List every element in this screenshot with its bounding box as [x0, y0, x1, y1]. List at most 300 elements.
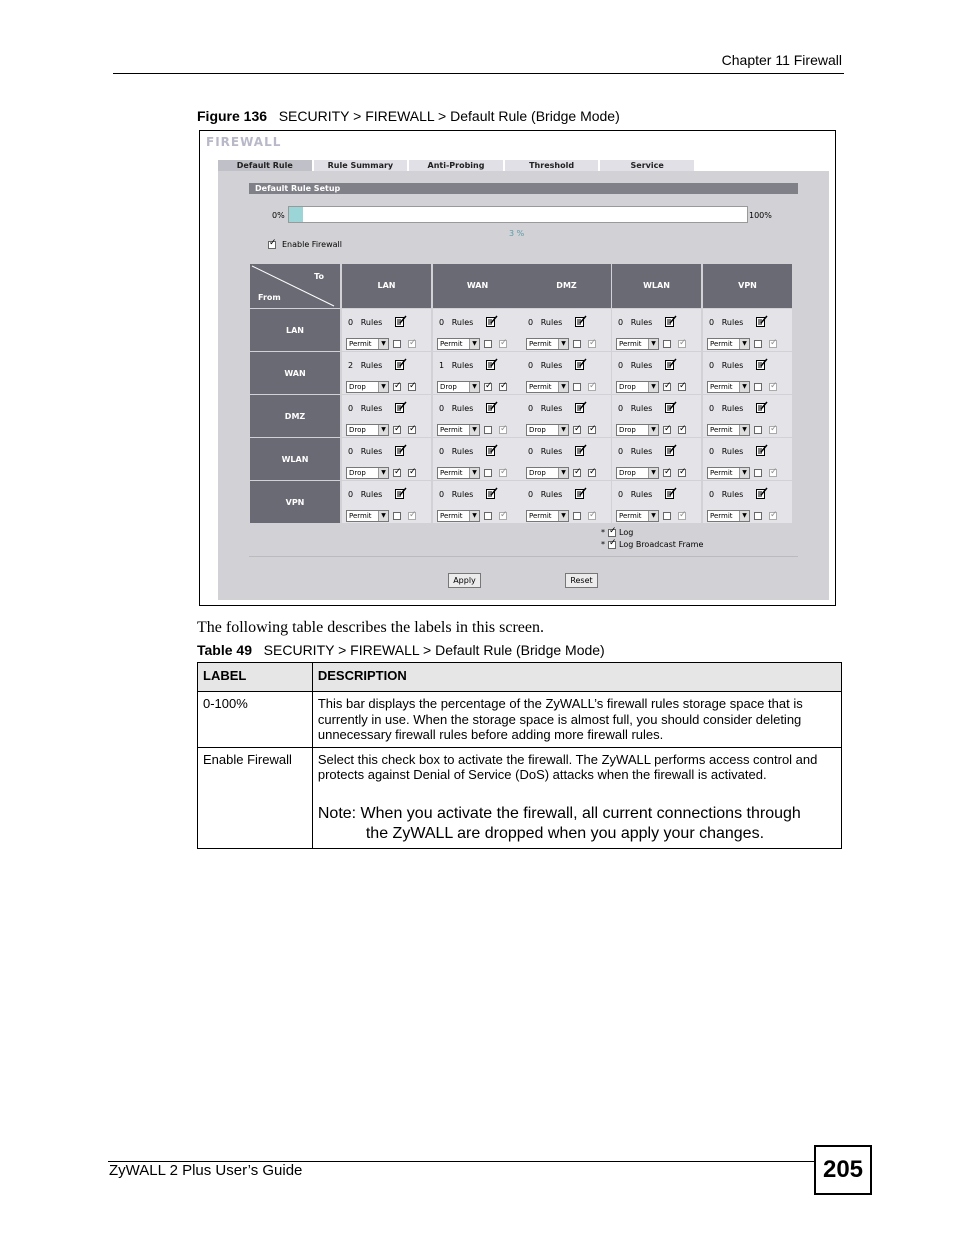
action-value: Drop	[619, 383, 636, 391]
log-checkbox[interactable]	[663, 512, 671, 520]
tab-bar	[218, 160, 694, 171]
chevron-down-icon: ▼	[558, 468, 568, 478]
action-select[interactable]	[616, 381, 659, 393]
note-line-2: the ZyWALL are dropped when you apply your changes.	[365, 824, 765, 842]
rule-cell-wlan-to-wlan	[612, 438, 701, 480]
rules-word: Rules	[721, 490, 744, 499]
rule-cell-lan-to-lan	[342, 309, 431, 351]
rule-cell-lan-to-wan	[433, 309, 522, 351]
log-broadcast-checkbox[interactable]	[588, 512, 596, 520]
rule-count-value: 0	[348, 404, 354, 413]
log-checkbox[interactable]	[663, 383, 671, 391]
rule-count	[709, 318, 743, 327]
action-value: Permit	[349, 340, 372, 348]
rules-word: Rules	[630, 404, 653, 413]
log-broadcast-checkbox[interactable]	[408, 426, 416, 434]
rule-count-value: 0	[348, 490, 354, 499]
action-value: Drop	[349, 383, 366, 391]
rule-count	[528, 490, 562, 499]
from-label: From	[258, 293, 281, 302]
figure-caption	[197, 108, 620, 124]
action-value: Permit	[529, 340, 552, 348]
log-checkbox[interactable]	[393, 469, 401, 477]
log-checkbox[interactable]	[484, 340, 492, 348]
log-checkbox[interactable]	[393, 340, 401, 348]
edit-rules-icon[interactable]	[665, 444, 677, 456]
rule-count-value: 0	[348, 318, 354, 327]
rule-count-value: 0	[709, 361, 715, 370]
rule-count-value: 0	[439, 404, 445, 413]
rule-count	[618, 490, 652, 499]
intro-text: The following table describes the labels in this screen.	[197, 619, 545, 636]
log-checkbox[interactable]	[393, 512, 401, 520]
row-header-lan: LAN	[250, 309, 340, 351]
column-header-dmz: DMZ	[522, 264, 611, 308]
action-select[interactable]	[616, 424, 659, 436]
edit-rules-icon[interactable]	[665, 315, 677, 327]
log-broadcast-checkbox[interactable]	[588, 469, 596, 477]
figure-title: SECURITY > FIREWALL > Default Rule (Bridge Mode)	[278, 108, 620, 124]
rule-count-value: 0	[618, 447, 624, 456]
rule-cell-dmz-to-wan	[433, 395, 522, 437]
row-label: 0-100%	[198, 692, 313, 748]
action-value: Permit	[529, 512, 552, 520]
legend-log-checkbox[interactable]	[608, 529, 616, 537]
chevron-down-icon: ▼	[648, 511, 658, 521]
log-broadcast-checkbox[interactable]	[769, 426, 777, 434]
log-broadcast-checkbox[interactable]	[678, 512, 686, 520]
action-select[interactable]	[437, 424, 480, 436]
action-select[interactable]	[526, 338, 569, 350]
row-label: Enable Firewall	[198, 747, 313, 848]
progress-max-label: 100%	[749, 211, 772, 220]
log-broadcast-checkbox[interactable]	[499, 383, 507, 391]
tab-rule-summary[interactable]: Rule Summary	[314, 160, 408, 171]
rule-count	[528, 318, 562, 327]
rule-count	[709, 490, 743, 499]
rule-count-value: 0	[709, 318, 715, 327]
chevron-down-icon: ▼	[469, 511, 479, 521]
log-broadcast-checkbox[interactable]	[678, 469, 686, 477]
button-divider	[249, 556, 798, 557]
log-checkbox[interactable]	[393, 383, 401, 391]
rule-count-value: 0	[528, 318, 534, 327]
action-select[interactable]	[616, 338, 659, 350]
action-value: Drop	[440, 383, 457, 391]
rule-count	[348, 318, 382, 327]
log-broadcast-checkbox[interactable]	[499, 426, 507, 434]
legend-broadcast-label: Log Broadcast Frame	[619, 540, 704, 549]
edit-rules-icon[interactable]	[665, 358, 677, 370]
rules-word: Rules	[360, 490, 383, 499]
rule-count	[618, 318, 652, 327]
edit-rules-icon[interactable]	[486, 487, 498, 499]
rule-count-value: 0	[528, 490, 534, 499]
rules-word: Rules	[721, 404, 744, 413]
rule-count-value: 0	[709, 490, 715, 499]
table-caption	[197, 642, 605, 658]
edit-rules-icon[interactable]	[575, 487, 587, 499]
action-value: Permit	[710, 512, 733, 520]
edit-rules-icon[interactable]	[575, 358, 587, 370]
figure-number: Figure 136	[197, 108, 268, 124]
rule-count	[709, 361, 743, 370]
action-value: Permit	[710, 340, 733, 348]
log-broadcast-checkbox[interactable]	[408, 469, 416, 477]
row-header-vpn: VPN	[250, 481, 340, 523]
column-header-wlan: WLAN	[612, 264, 701, 308]
rules-word: Rules	[540, 361, 563, 370]
chevron-down-icon: ▼	[469, 339, 479, 349]
rule-count	[348, 404, 382, 413]
rule-cell-dmz-to-vpn	[703, 395, 792, 437]
log-checkbox[interactable]	[573, 512, 581, 520]
column-header-lan: LAN	[342, 264, 431, 308]
chevron-down-icon: ▼	[739, 511, 749, 521]
rule-cell-lan-to-dmz	[522, 309, 611, 351]
action-select[interactable]	[616, 510, 659, 522]
rules-word: Rules	[630, 447, 653, 456]
from-to-header	[250, 264, 340, 308]
table-row	[198, 692, 842, 748]
rule-count-value: 0	[528, 361, 534, 370]
row-header-wan: WAN	[250, 352, 340, 394]
edit-rules-icon[interactable]	[486, 444, 498, 456]
rules-word: Rules	[451, 361, 474, 370]
action-select[interactable]	[707, 424, 750, 436]
action-select[interactable]	[526, 381, 569, 393]
table-header-row	[198, 663, 842, 692]
log-broadcast-checkbox[interactable]	[769, 383, 777, 391]
row-header-dmz: DMZ	[250, 395, 340, 437]
chevron-down-icon: ▼	[739, 468, 749, 478]
header-label: LABEL	[198, 663, 313, 692]
log-broadcast-checkbox[interactable]	[678, 340, 686, 348]
log-checkbox[interactable]	[754, 383, 762, 391]
rule-count	[618, 404, 652, 413]
rule-count-value: 0	[709, 447, 715, 456]
page-number: 205	[814, 1145, 872, 1195]
note-line-1: Note: When you activate the firewall, all current connections through	[317, 804, 801, 822]
action-select[interactable]	[346, 424, 389, 436]
table-title: SECURITY > FIREWALL > Default Rule (Bridge Mode)	[263, 642, 605, 658]
table-number: Table 49	[197, 642, 252, 658]
edit-rules-icon[interactable]	[756, 358, 768, 370]
edit-rules-icon[interactable]	[756, 444, 768, 456]
progress-value-label: 3 %	[509, 229, 525, 238]
rule-count-value: 0	[618, 318, 624, 327]
rules-word: Rules	[451, 490, 474, 499]
rule-cell-wan-to-dmz	[522, 352, 611, 394]
section-title: Default Rule Setup	[249, 183, 798, 194]
chevron-down-icon: ▼	[469, 382, 479, 392]
log-checkbox[interactable]	[663, 340, 671, 348]
enable-firewall-row	[268, 240, 342, 249]
edit-rules-icon[interactable]	[756, 315, 768, 327]
rule-cell-lan-to-wlan	[612, 309, 701, 351]
progress-track	[288, 206, 748, 223]
action-select[interactable]	[346, 510, 389, 522]
action-select[interactable]	[346, 338, 389, 350]
rules-word: Rules	[721, 318, 744, 327]
reset-button[interactable]: Reset	[565, 573, 598, 588]
action-value: Drop	[349, 469, 366, 477]
legend-marker: *	[601, 528, 605, 537]
log-checkbox[interactable]	[484, 512, 492, 520]
edit-rules-icon[interactable]	[665, 401, 677, 413]
edit-rules-icon[interactable]	[486, 358, 498, 370]
rule-cell-vpn-to-lan	[342, 481, 431, 523]
rule-count-value: 0	[528, 404, 534, 413]
rule-cell-wlan-to-wan	[433, 438, 522, 480]
rules-word: Rules	[451, 318, 474, 327]
rule-count	[439, 447, 473, 456]
rules-word: Rules	[451, 404, 474, 413]
action-value: Permit	[440, 512, 463, 520]
enable-firewall-checkbox[interactable]	[268, 241, 276, 249]
rule-count-value: 0	[348, 447, 354, 456]
note	[318, 783, 835, 844]
edit-rules-icon[interactable]	[395, 401, 407, 413]
rule-cell-vpn-to-dmz	[522, 481, 611, 523]
chevron-down-icon: ▼	[739, 425, 749, 435]
chevron-down-icon: ▼	[469, 425, 479, 435]
action-select[interactable]	[526, 510, 569, 522]
legend-marker: *	[601, 540, 605, 549]
action-select[interactable]	[346, 467, 389, 479]
rule-cell-wlan-to-vpn	[703, 438, 792, 480]
log-checkbox[interactable]	[484, 383, 492, 391]
rule-count-value: 0	[439, 318, 445, 327]
rule-matrix	[250, 264, 796, 523]
rule-count	[709, 404, 743, 413]
action-value: Drop	[619, 469, 636, 477]
apply-button[interactable]: Apply	[448, 573, 481, 588]
rules-word: Rules	[360, 404, 383, 413]
rule-cell-wan-to-vpn	[703, 352, 792, 394]
action-select[interactable]	[437, 510, 480, 522]
chevron-down-icon: ▼	[739, 382, 749, 392]
action-value: Permit	[349, 512, 372, 520]
legend-log	[601, 528, 633, 537]
edit-rules-icon[interactable]	[395, 315, 407, 327]
chevron-down-icon: ▼	[378, 382, 388, 392]
rule-cell-wan-to-wlan	[612, 352, 701, 394]
rules-word: Rules	[540, 318, 563, 327]
log-broadcast-checkbox[interactable]	[678, 383, 686, 391]
log-checkbox[interactable]	[573, 469, 581, 477]
rule-count	[709, 447, 743, 456]
action-select[interactable]	[526, 467, 569, 479]
chevron-down-icon: ▼	[558, 425, 568, 435]
edit-rules-icon[interactable]	[486, 401, 498, 413]
edit-rules-icon[interactable]	[756, 401, 768, 413]
row-description: This bar displays the percentage of the ZyWALL’s firewall rules storage space that is currently in use. When the storage space is almost full, you should consider deleting unnecessary firewall rules before adding more firewall rules.	[312, 692, 841, 748]
column-header-vpn: VPN	[703, 264, 792, 308]
legend-broadcast-checkbox[interactable]	[608, 541, 616, 549]
log-checkbox[interactable]	[754, 426, 762, 434]
guide-title: ZyWALL 2 Plus User’s Guide	[109, 1162, 303, 1179]
to-label: To	[314, 272, 324, 281]
action-value: Permit	[440, 340, 463, 348]
rules-word: Rules	[540, 404, 563, 413]
log-checkbox[interactable]	[663, 426, 671, 434]
log-checkbox[interactable]	[484, 469, 492, 477]
log-broadcast-checkbox[interactable]	[769, 512, 777, 520]
edit-rules-icon[interactable]	[575, 444, 587, 456]
log-checkbox[interactable]	[573, 340, 581, 348]
rules-word: Rules	[360, 361, 383, 370]
rule-cell-dmz-to-wlan	[612, 395, 701, 437]
rule-count-value: 0	[618, 490, 624, 499]
action-select[interactable]	[437, 381, 480, 393]
rule-cell-vpn-to-wlan	[612, 481, 701, 523]
firewall-title: FIREWALL	[206, 135, 282, 149]
rule-count	[528, 447, 562, 456]
rule-count	[439, 361, 473, 370]
tab-default-rule[interactable]: Default Rule	[218, 160, 312, 171]
edit-rules-icon[interactable]	[395, 487, 407, 499]
chevron-down-icon: ▼	[648, 468, 658, 478]
rule-count-value: 0	[618, 404, 624, 413]
tab-threshold[interactable]: Threshold	[505, 160, 599, 171]
log-broadcast-checkbox[interactable]	[588, 383, 596, 391]
action-value: Permit	[440, 426, 463, 434]
rule-cell-vpn-to-vpn	[703, 481, 792, 523]
rule-count	[348, 447, 382, 456]
log-checkbox[interactable]	[573, 383, 581, 391]
log-broadcast-checkbox[interactable]	[499, 469, 507, 477]
tab-anti-probing[interactable]: Anti-Probing	[409, 160, 503, 171]
log-broadcast-checkbox[interactable]	[408, 383, 416, 391]
header-description: DESCRIPTION	[312, 663, 841, 692]
log-broadcast-checkbox[interactable]	[678, 426, 686, 434]
progress-min-label: 0%	[272, 211, 285, 220]
log-checkbox[interactable]	[484, 426, 492, 434]
rules-word: Rules	[721, 361, 744, 370]
log-broadcast-checkbox[interactable]	[499, 340, 507, 348]
action-select[interactable]	[707, 338, 750, 350]
header-divider	[113, 73, 844, 74]
rules-word: Rules	[721, 447, 744, 456]
rule-cell-wan-to-lan	[342, 352, 431, 394]
action-value: Drop	[349, 426, 366, 434]
rule-count	[618, 361, 652, 370]
rule-cell-lan-to-vpn	[703, 309, 792, 351]
chevron-down-icon: ▼	[648, 339, 658, 349]
action-select[interactable]	[616, 467, 659, 479]
chapter-header: Chapter 11 Firewall	[721, 52, 842, 68]
action-select[interactable]	[526, 424, 569, 436]
column-header-wan: WAN	[433, 264, 522, 308]
log-checkbox[interactable]	[754, 340, 762, 348]
chevron-down-icon: ▼	[378, 468, 388, 478]
action-select[interactable]	[707, 381, 750, 393]
rule-count	[528, 404, 562, 413]
rule-cell-wlan-to-dmz	[522, 438, 611, 480]
row-header-wlan: WLAN	[250, 438, 340, 480]
chevron-down-icon: ▼	[378, 425, 388, 435]
rules-word: Rules	[540, 447, 563, 456]
action-select[interactable]	[707, 510, 750, 522]
chevron-down-icon: ▼	[558, 382, 568, 392]
progress-fill	[289, 207, 303, 222]
edit-rules-icon[interactable]	[395, 358, 407, 370]
log-checkbox[interactable]	[663, 469, 671, 477]
edit-rules-icon[interactable]	[575, 401, 587, 413]
rule-cell-wlan-to-lan	[342, 438, 431, 480]
action-select[interactable]	[707, 467, 750, 479]
chevron-down-icon: ▼	[558, 511, 568, 521]
table-row	[198, 747, 842, 848]
rules-word: Rules	[630, 318, 653, 327]
rule-count	[618, 447, 652, 456]
rule-count-value: 0	[618, 361, 624, 370]
log-broadcast-checkbox[interactable]	[588, 340, 596, 348]
description-table	[197, 662, 842, 849]
rule-count	[348, 361, 382, 370]
log-broadcast-checkbox[interactable]	[408, 340, 416, 348]
action-select[interactable]	[437, 467, 480, 479]
log-checkbox[interactable]	[754, 512, 762, 520]
edit-rules-icon[interactable]	[665, 487, 677, 499]
log-checkbox[interactable]	[393, 426, 401, 434]
action-value: Permit	[619, 340, 642, 348]
log-broadcast-checkbox[interactable]	[588, 426, 596, 434]
log-broadcast-checkbox[interactable]	[769, 340, 777, 348]
rule-count-value: 1	[439, 361, 445, 370]
rule-count-value: 0	[439, 447, 445, 456]
chevron-down-icon: ▼	[378, 511, 388, 521]
rule-cell-dmz-to-lan	[342, 395, 431, 437]
log-broadcast-checkbox[interactable]	[499, 512, 507, 520]
log-broadcast-checkbox[interactable]	[769, 469, 777, 477]
rules-word: Rules	[630, 490, 653, 499]
log-checkbox[interactable]	[573, 426, 581, 434]
rule-count	[439, 318, 473, 327]
edit-rules-icon[interactable]	[756, 487, 768, 499]
edit-rules-icon[interactable]	[486, 315, 498, 327]
action-value: Permit	[529, 383, 552, 391]
legend-log-label: Log	[619, 528, 634, 537]
action-value: Drop	[529, 469, 546, 477]
edit-rules-icon[interactable]	[395, 444, 407, 456]
rule-count	[348, 490, 382, 499]
action-value: Permit	[440, 469, 463, 477]
row-description-cell	[312, 747, 841, 848]
rule-count	[439, 404, 473, 413]
enable-firewall-label: Enable Firewall	[282, 240, 342, 249]
log-broadcast-checkbox[interactable]	[408, 512, 416, 520]
rule-count-value: 0	[709, 404, 715, 413]
tab-service[interactable]: Service	[600, 160, 694, 171]
action-select[interactable]	[346, 381, 389, 393]
action-value: Drop	[529, 426, 546, 434]
action-value: Permit	[619, 512, 642, 520]
edit-rules-icon[interactable]	[575, 315, 587, 327]
rules-word: Rules	[451, 447, 474, 456]
rule-count	[528, 361, 562, 370]
rules-word: Rules	[360, 447, 383, 456]
chevron-down-icon: ▼	[469, 468, 479, 478]
action-value: Permit	[710, 426, 733, 434]
rule-count-value: 0	[528, 447, 534, 456]
action-select[interactable]	[437, 338, 480, 350]
action-value: Permit	[710, 469, 733, 477]
rule-cell-vpn-to-wan	[433, 481, 522, 523]
row-description: Select this check box to activate the firewall. The ZyWALL performs access control and protects against Denial of Service (DoS) attacks when the firewall is activated.	[317, 751, 818, 782]
log-checkbox[interactable]	[754, 469, 762, 477]
